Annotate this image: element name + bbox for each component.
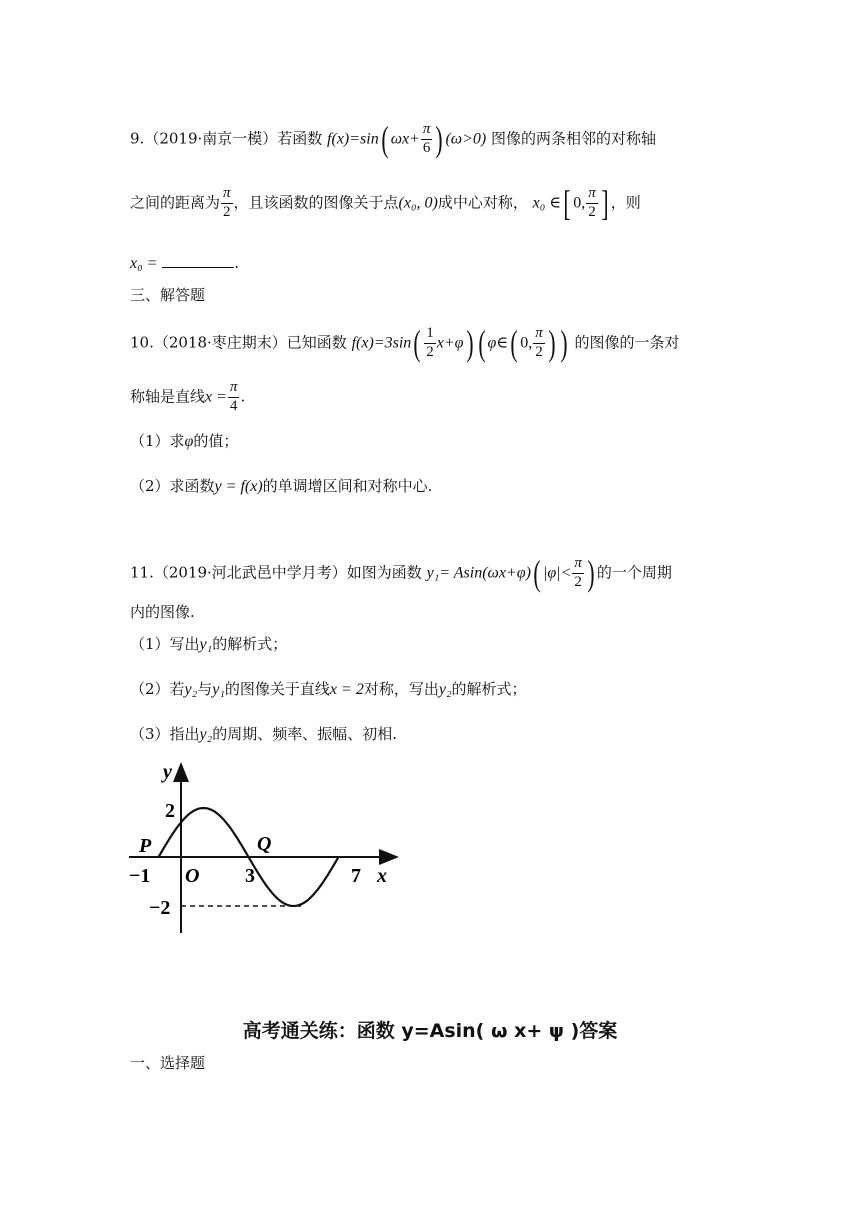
q9-line2 [130, 182, 641, 223]
answer-blank[interactable] [162, 255, 234, 268]
q9-frac-pi-2: $\frac{\pi}{2}$ [223, 185, 231, 220]
bracket-close: ] [601, 182, 609, 223]
point-P-label: P [139, 835, 152, 857]
q10-part2-label: （2）求函数 [130, 477, 215, 495]
q9-number: 9. [130, 129, 145, 148]
origin-label: O [185, 865, 200, 887]
q10-part2-text: 的单调增区间和对称中心. [262, 477, 433, 495]
q9-line3 [130, 255, 239, 272]
paren-open: ( [510, 322, 518, 363]
x-axis-label: x [377, 865, 387, 887]
q10-part1-text: 的值； [193, 432, 239, 450]
q11-part2-label: （2）若 [130, 680, 185, 698]
tick-label-neg1: −1 [129, 865, 151, 887]
q11-y2-ref3: y₂ [199, 726, 213, 743]
q11-number: 11. [130, 563, 154, 582]
paren-open: ( [381, 118, 389, 159]
q10-frac-1-2: $\frac{1}{2}$ [426, 325, 434, 360]
q9-frac-pi-6: $\frac{\pi}{6}$ [422, 121, 431, 156]
q9-point: (x₀, 0) [398, 194, 438, 212]
q9-text4: 成中心对称， [437, 193, 528, 212]
tick-label-3: 3 [245, 865, 255, 887]
q10-part1-label: （1）求 [130, 432, 185, 450]
tick-label-7: 7 [351, 865, 361, 887]
q9-period: . [234, 254, 240, 272]
q10-x-eq: x = [205, 388, 227, 406]
q10-phi: φ [184, 433, 194, 450]
q11-part2-text3: 的解析式； [451, 680, 527, 698]
tick-label-2: 2 [165, 800, 175, 822]
q9-text2: 之间的距离为 [130, 193, 221, 212]
q10-interval-start: 0, [520, 334, 533, 352]
q11-y1-ref2: y₁ [212, 681, 225, 698]
q11-part1-text: 的解析式； [212, 635, 288, 653]
q9-cond: (ω>0) [445, 130, 487, 148]
tick-label-neg2: −2 [149, 897, 171, 919]
q11-part1-label: （1）写出 [130, 635, 200, 653]
q9-interval-start: 0, [573, 194, 586, 212]
paren-open: ( [477, 322, 486, 363]
q9-func: f(x)=sin [327, 130, 379, 148]
q11-y2-ref2: y₂ [438, 681, 452, 698]
q11-x-eq-2: x = 2 [329, 681, 364, 698]
q10-frac-pi-4: $\frac{\pi}{4}$ [229, 379, 238, 414]
answer-title: 高考通关练：函数 y=Asin( ω x+ ψ )答案 [242, 1020, 618, 1042]
q11-source: （2019·河北武邑中学月考）如图为函数 [153, 563, 422, 582]
q11-y1-ref: y₁ [199, 636, 213, 653]
q11-line1 [130, 552, 672, 593]
q10-phi-in: φ∈ [487, 334, 509, 352]
q10-frac-pi-2: $\frac{\pi}{2}$ [535, 325, 543, 360]
q11-func: = Asin(ωx+φ) [439, 564, 531, 582]
q9-text3: ，且该函数的图像关于点 [233, 193, 399, 212]
q9-line1 [130, 118, 656, 159]
q10-number: 10. [130, 333, 154, 352]
q9-frac-pi-2b: $\frac{\pi}{2}$ [588, 185, 596, 220]
y-axis-label: y [163, 761, 172, 783]
q9-x0in: x₀ ∈ [532, 194, 562, 212]
sine-graph [125, 758, 405, 938]
q10-part1 [130, 434, 238, 450]
q9-text5: ，则 [610, 193, 641, 212]
q11-frac-pi-2: $\frac{\pi}{2}$ [574, 555, 582, 590]
q10-text2: 称轴是直线 [130, 387, 206, 406]
q11-y2-ref: y₂ [184, 681, 198, 698]
q11-line2: 内的图像. [130, 603, 195, 621]
paren-close: ) [587, 552, 595, 593]
q10-line2 [130, 380, 245, 415]
q11-part3-label: （3）指出 [130, 725, 200, 743]
q10-period: . [240, 387, 246, 406]
q11-part3-text: 的周期、频率、振幅、初相. [212, 725, 397, 743]
q10-line1 [130, 322, 680, 363]
q10-text1: 的图像的一条对 [574, 333, 680, 352]
q11-part2 [130, 682, 527, 698]
q9-inner: ωx+ [390, 130, 420, 148]
q11-part3 [130, 727, 397, 743]
q10-part2 [130, 479, 432, 495]
q10-func: f(x)=3sin [351, 334, 412, 352]
q11-part2-and: 与 [197, 680, 213, 698]
q11-part1 [130, 637, 287, 653]
q10-source: （2018·枣庄期末）已知函数 [153, 333, 347, 352]
section-heading-answers: 一、选择题 [130, 1054, 206, 1072]
paren-close: ) [435, 118, 444, 159]
q9-source: （2019·南京一模）若函数 [144, 129, 323, 148]
q9-text1: 图像的两条相邻的对称轴 [490, 129, 656, 148]
paren-close: ) [465, 322, 474, 363]
paren-close: ) [560, 322, 568, 363]
paren-close: ) [548, 322, 556, 363]
section-heading: 三、解答题 [130, 286, 206, 304]
q11-cond: |φ|< [542, 564, 572, 582]
paren-open: ( [533, 552, 541, 593]
bracket-open: [ [563, 182, 571, 223]
q11-text1: 的一个周期 [596, 563, 672, 582]
q10-x-plus-phi: x+φ [436, 334, 464, 352]
q11-part2-text: 的图像关于直线 [224, 680, 330, 698]
paren-open: ( [413, 322, 421, 363]
point-Q-label: Q [257, 833, 272, 855]
q9-x0eq: x₀ = [130, 255, 158, 272]
q11-part2-text2: 对称，写出 [363, 680, 439, 698]
q10-y-eq-fx: y = f(x) [214, 478, 263, 495]
q11-y1: y₁ [426, 564, 440, 582]
